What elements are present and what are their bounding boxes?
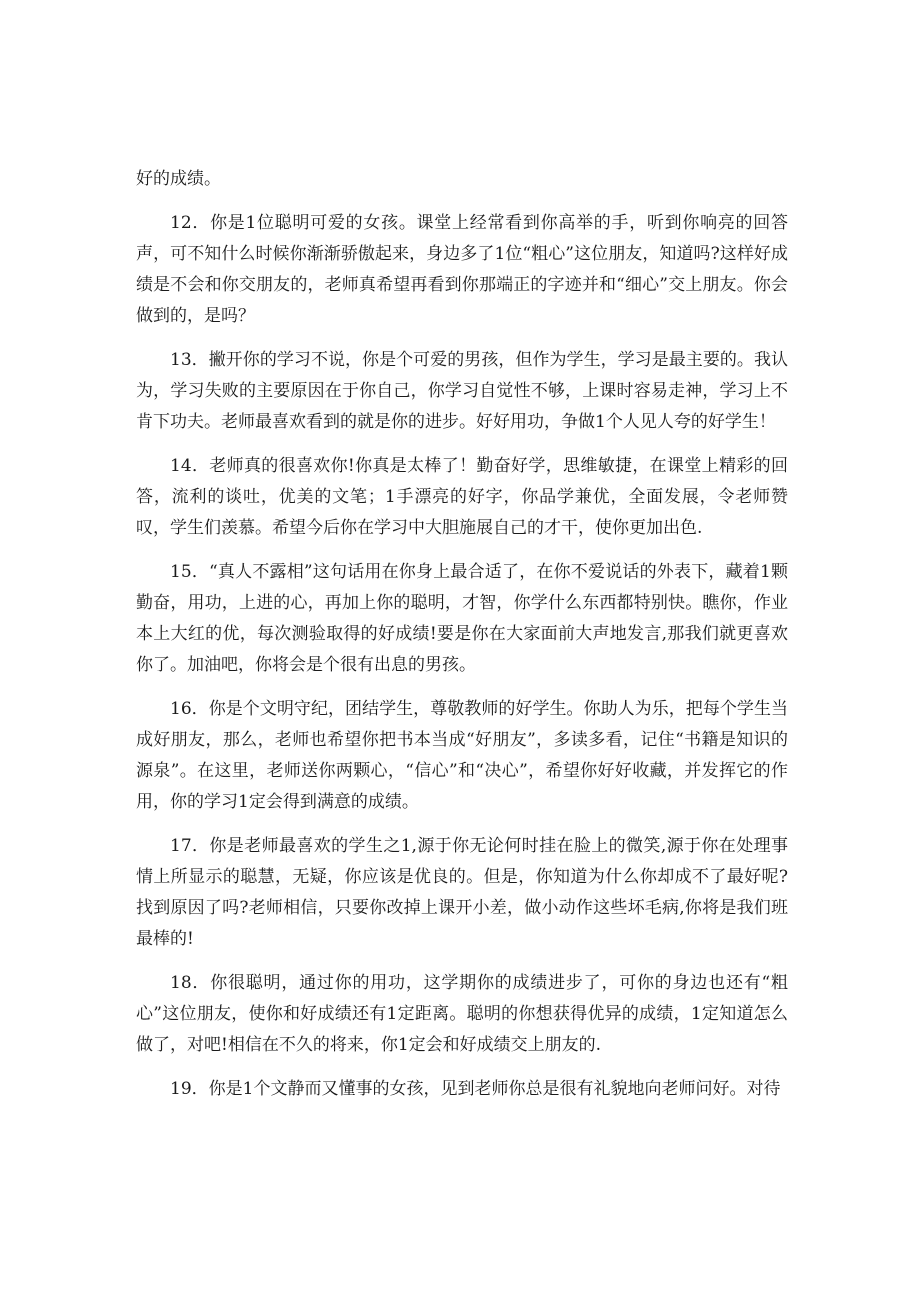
paragraph-16: 16．你是个文明守纪，团结学生，尊敬教师的好学生。你助人为乐，把每个学生当成好朋友，那么，老师也希望你把书本当成“好朋友”，多读多看，记住“书籍是知识的源泉”。在这里，老师送你两颗心，“信心”和“决心”，希望你好好收藏，并发挥它的作用，你的学习1定会得到满意的成绩。	[136, 699, 788, 812]
paragraph-18: 18．你很聪明，通过你的用功，这学期你的成绩进步了，可你的身边也还有“粗心”这位朋友，使你和好成绩还有1定距离。聪明的你想获得优异的成绩，1定知道怎么做了，对吧!相信在不久的将来，你1定会和好成绩交上朋友的.	[136, 973, 788, 1055]
paragraph-14: 14．老师真的很喜欢你!你真是太棒了！勤奋好学，思维敏捷，在课堂上精彩的回答，流利的谈吐，优美的文笔；1手漂亮的好字，你品学兼优，全面发展，令老师赞叹，学生们羡慕。希望今后你在学习中大胆施展自己的才干，使你更加出色.	[136, 456, 788, 538]
paragraph-19: 19．你是1个文静而又懂事的女孩，见到老师你总是很有礼貌地向老师问好。对待	[170, 1079, 781, 1099]
paragraph-13: 13．撇开你的学习不说，你是个可爱的男孩，但作为学生，学习是最主要的。我认为，学习失败的主要原因在于你自己，你学习自觉性不够，上课时容易走神，学习上不肯下功夫。老师最喜欢看到的就是你的进步。好好用功，争做1个人见人夸的好学生！	[136, 350, 788, 432]
paragraph-continuation: 好的成绩。	[136, 169, 221, 189]
paragraph-17: 17．你是老师最喜欢的学生之1,源于你无论何时挂在脸上的微笑,源于你在处理事情上所显示的聪慧，无疑，你应该是优良的。但是，你知道为什么你却成不了最好呢?找到原因了吗?老师相信，只要你改掉上课开小差，做小动作这些坏毛病,你将是我们班最棒的!	[136, 836, 788, 949]
document-body	[136, 164, 788, 1118]
paragraph-12: 12．你是1位聪明可爱的女孩。课堂上经常看到你高举的手，听到你响亮的回答声，可不知什么时候你渐渐骄傲起来，身边多了1位“粗心”这位朋友，知道吗?这样好成绩是不会和你交朋友的，老师真希望再看到你那端正的字迹并和“细心”交上朋友。你会做到的，是吗？	[136, 213, 788, 326]
paragraph-15: 15．“真人不露相”这句话用在你身上最合适了，在你不爱说话的外表下，藏着1颗勤奋，用功，上进的心，再加上你的聪明，才智，你学什么东西都特别快。瞧你，作业本上大红的优，每次测验取得的好成绩!要是你在大家面前大声地发言,那我们就更喜欢你了。加油吧，你将会是个很有出息的男孩。	[136, 562, 788, 675]
